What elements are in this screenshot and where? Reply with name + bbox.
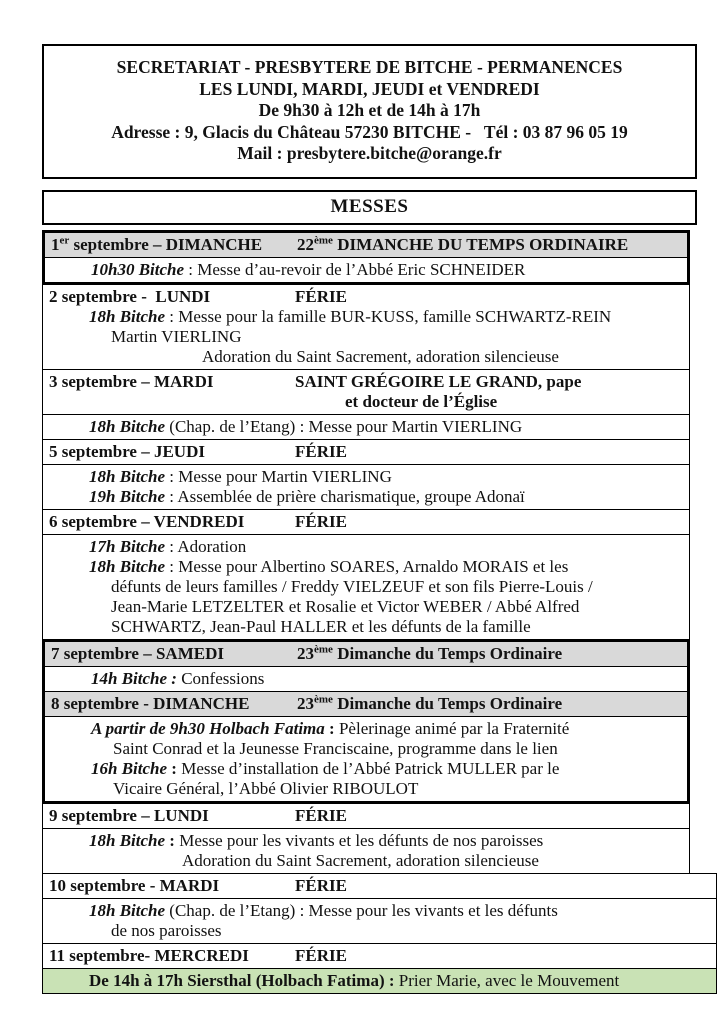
text-run: (Chap. de l’Etang) : Messe pour les vivants et les défunts (165, 901, 558, 920)
entry-line (43, 851, 685, 871)
text-run: Dimanche du Temps Ordinaire (332, 644, 563, 663)
day-date (51, 644, 297, 664)
day-header (43, 876, 712, 896)
day-date (51, 235, 297, 255)
schedule-block (42, 285, 690, 370)
text-run: et docteur de l’Église (345, 392, 498, 411)
text-run: ème (314, 643, 333, 656)
entry-line (45, 759, 683, 779)
text-run: Vicaire Général, l’Abbé Olivier RIBOULOT (113, 779, 419, 798)
text-run: Messe pour les vivants et les défunts de nos paroisses (174, 831, 544, 850)
day-date (49, 372, 295, 392)
text-run: Messe d’installation de l’Abbé Patrick MULLER par le (176, 759, 560, 778)
text-run: FÉRIE (295, 806, 347, 825)
text-run: Prier Marie, avec le Mouvement (394, 971, 620, 990)
feast-line (295, 946, 347, 966)
day-header-row (43, 440, 689, 464)
entry-row (45, 257, 687, 282)
entry-line (43, 347, 685, 367)
mass-schedule-table (42, 230, 718, 994)
day-feast (297, 694, 562, 714)
text-run: FÉRIE (295, 442, 347, 461)
text-run: 23 (297, 644, 314, 663)
text-run: 10 septembre - MARDI (49, 876, 220, 895)
text-run: er (59, 234, 70, 247)
schedule-block (42, 230, 690, 285)
entry-line (43, 487, 685, 507)
day-feast (295, 372, 581, 412)
feast-line (295, 372, 581, 392)
entry-row (45, 716, 687, 801)
day-header-row (43, 510, 689, 534)
entry-line (43, 971, 712, 991)
text-run: 9 septembre – LUNDI (49, 806, 209, 825)
day-feast (295, 512, 347, 532)
schedule-block (42, 829, 690, 874)
day-feast (295, 442, 347, 462)
entry-line (43, 417, 685, 437)
entry-line (45, 779, 683, 799)
entry-row (45, 666, 687, 691)
feast-line (297, 644, 562, 664)
schedule-block (42, 415, 690, 440)
schedule-block (42, 899, 717, 944)
entry-line (43, 537, 685, 557)
text-run: Martin VIERLING (111, 327, 242, 346)
feast-line (295, 512, 347, 532)
schedule-block (42, 370, 690, 415)
entry-line (45, 669, 683, 689)
text-run: : Messe pour Albertino SOARES, Arnaldo MORAIS et les (165, 557, 569, 576)
day-header (43, 946, 712, 966)
text-run: 18h Bitche (89, 307, 166, 326)
day-header-row (43, 285, 689, 369)
day-header (43, 442, 685, 462)
contact-line: De 9h30 à 12h et de 14h à 17h (258, 100, 481, 120)
text-run: : (324, 719, 335, 738)
text-run: DIMANCHE DU TEMPS ORDINAIRE (332, 235, 629, 254)
day-header (43, 512, 685, 532)
day-feast (295, 946, 347, 966)
feast-line (295, 442, 347, 462)
text-run: ème (314, 234, 333, 247)
entry-row (43, 535, 689, 639)
feast-line (295, 876, 347, 896)
day-date (49, 806, 295, 826)
entry-row (43, 415, 689, 439)
feast-line (297, 235, 628, 255)
text-run: 14h Bitche : (91, 669, 177, 688)
text-run: 18h Bitche (89, 417, 166, 436)
day-header (43, 372, 685, 412)
day-feast (295, 876, 347, 896)
feast-line (297, 694, 562, 714)
entry-line (45, 260, 683, 280)
messes-title-box (42, 190, 697, 225)
schedule-block (42, 639, 690, 804)
feast-line (295, 806, 347, 826)
entry-line (45, 739, 683, 759)
entry-line (43, 307, 685, 327)
day-date (51, 694, 297, 714)
schedule-block (42, 535, 690, 640)
text-run: : Messe pour la famille BUR-KUSS, famille SCHWARTZ-REIN (165, 307, 612, 326)
entry-line (43, 617, 685, 637)
entry-row (43, 829, 689, 873)
text-run: FÉRIE (295, 287, 347, 306)
text-run: (Chap. de l’Etang) : Messe pour Martin VIERLING (165, 417, 523, 436)
day-header (45, 644, 683, 664)
text-run: 18h Bitche (89, 557, 166, 576)
text-run: Jean-Marie LETZELTER et Rosalie et Victor WEBER / Abbé Alfred (111, 597, 580, 616)
text-run: 6 septembre – VENDREDI (49, 512, 245, 531)
text-run: 1 (51, 235, 60, 254)
schedule-block (42, 873, 717, 899)
entry-line (43, 597, 685, 617)
text-run: Adoration du Saint Sacrement, adoration silencieuse (202, 347, 559, 366)
text-run: FÉRIE (295, 512, 347, 531)
entry-row (43, 465, 689, 509)
day-header-row (43, 370, 689, 414)
text-run: 7 septembre – SAMEDI (51, 644, 224, 663)
day-header-row (45, 691, 687, 716)
text-run: : (167, 759, 177, 778)
day-header-row (43, 874, 716, 898)
feast-line (295, 392, 581, 412)
text-run: Pèlerinage animé par la Fraternité (334, 719, 570, 738)
text-run: 18h Bitche (89, 467, 166, 486)
text-run: A partir de 9h30 Holbach Fatima (91, 719, 325, 738)
text-run: 22 (297, 235, 314, 254)
entry-line (45, 719, 683, 739)
text-run: Adoration du Saint Sacrement, adoration silencieuse (182, 851, 539, 870)
contact-box (42, 44, 697, 179)
entry-row (43, 969, 716, 993)
day-header-row (43, 944, 716, 968)
entry-line (43, 901, 712, 921)
day-date (49, 442, 295, 462)
day-header-row (43, 804, 689, 828)
entry-line (43, 327, 685, 347)
text-run: FÉRIE (295, 946, 347, 965)
day-feast (297, 644, 562, 664)
text-run: 18h Bitche (89, 901, 166, 920)
contact-line: Adresse : 9, Glacis du Château 57230 BITCHE - Tél : 03 87 96 05 19 (111, 121, 628, 142)
schedule-block (42, 944, 717, 969)
day-header (45, 694, 683, 714)
page-title: MESSES (330, 196, 409, 217)
schedule-block (42, 804, 690, 829)
schedule-block (42, 465, 690, 510)
text-run: SAINT GRÉGOIRE LE GRAND, pape (295, 372, 582, 391)
contact-line: LES LUNDI, MARDI, JEUDI et VENDREDI (199, 78, 540, 99)
text-run: Confessions (176, 669, 265, 688)
text-run: défunts de leurs familles / Freddy VIELZEUF et son fils Pierre-Louis / (111, 577, 593, 596)
entry-line (43, 577, 685, 597)
text-run: de nos paroisses (111, 921, 222, 940)
day-date (49, 946, 295, 966)
text-run: 19h Bitche (89, 487, 166, 506)
text-run: : Messe pour Martin VIERLING (165, 467, 392, 486)
text-run: De 14h à 17h Siersthal (Holbach Fatima) : (89, 971, 395, 990)
text-run: 2 septembre - LUNDI (49, 287, 211, 306)
text-run: 17h Bitche (89, 537, 166, 556)
day-header (43, 806, 685, 826)
entry-line (43, 921, 712, 941)
text-run: : Messe d’au-revoir de l’Abbé Eric SCHNEIDER (184, 260, 526, 279)
text-run: : (165, 831, 175, 850)
day-header (45, 235, 683, 255)
schedule-block (42, 440, 690, 465)
feast-line (295, 287, 347, 307)
text-run: 5 septembre – JEUDI (49, 442, 205, 461)
text-run: 10h30 Bitche (91, 260, 185, 279)
text-run: 11 septembre- MERCREDI (49, 946, 249, 965)
day-feast (295, 806, 347, 826)
text-run: SCHWARTZ, Jean-Paul HALLER et les défunts de la famille (111, 617, 531, 636)
day-header (43, 287, 685, 307)
text-run: 3 septembre – MARDI (49, 372, 214, 391)
schedule-block (42, 969, 717, 994)
schedule-block (42, 510, 690, 535)
text-run: Saint Conrad et la Jeunesse Franciscaine, programme dans le lien (113, 739, 558, 758)
entry-line (43, 831, 685, 851)
day-feast (295, 287, 347, 307)
day-header-row (45, 642, 687, 666)
day-date (49, 287, 295, 307)
day-feast (297, 235, 628, 255)
day-date (49, 512, 295, 532)
entry-line (43, 467, 685, 487)
contact-line: Mail : presbytere.bitche@orange.fr (237, 143, 502, 163)
text-run: 8 septembre - DIMANCHE (51, 694, 250, 713)
text-run: FÉRIE (295, 876, 347, 895)
text-run: 16h Bitche (91, 759, 168, 778)
text-run: septembre – DIMANCHE (69, 235, 263, 254)
day-header-row (45, 233, 687, 257)
entry-line (43, 557, 685, 577)
day-date (49, 876, 295, 896)
text-run: 18h Bitche (89, 831, 166, 850)
text-run: : Adoration (165, 537, 247, 556)
contact-line: SECRETARIAT - PRESBYTERE DE BITCHE - PERMANENCES (116, 57, 623, 77)
entry-row (43, 899, 716, 943)
text-run: ème (314, 693, 333, 706)
text-run: Dimanche du Temps Ordinaire (332, 694, 563, 713)
text-run: : Assemblée de prière charismatique, groupe Adonaï (165, 487, 525, 506)
text-run: 23 (297, 694, 314, 713)
